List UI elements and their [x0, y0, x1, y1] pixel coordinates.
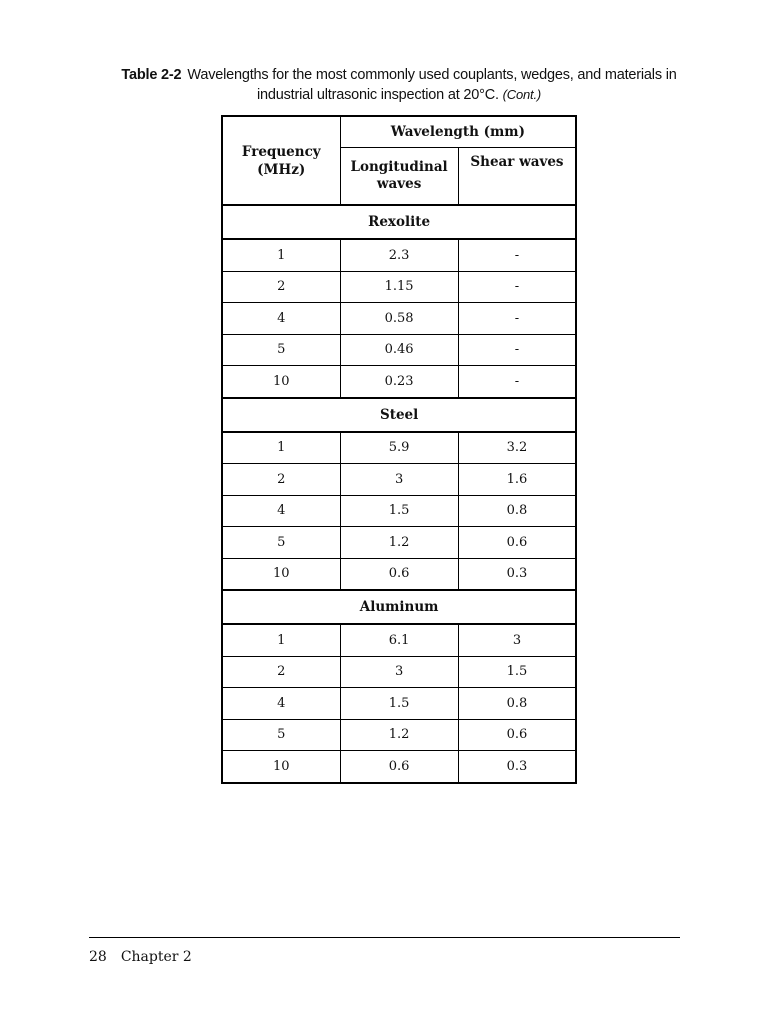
- cell-longitudinal: 1.5: [340, 688, 458, 720]
- caption-text-1: Wavelengths for the most commonly used couplants, wedges, and materials in: [187, 67, 677, 83]
- cell-longitudinal: 0.23: [340, 366, 458, 398]
- cell-longitudinal: 6.1: [340, 624, 458, 656]
- cell-longitudinal: 3: [340, 464, 458, 496]
- page-number: 28: [89, 949, 107, 965]
- table-row: [222, 624, 576, 656]
- cell-shear: 0.8: [458, 688, 576, 720]
- header-frequency: Frequency (MHz): [222, 116, 340, 205]
- section-title: Steel: [222, 398, 576, 432]
- cell-shear: 0.3: [458, 751, 576, 783]
- cell-shear: 1.6: [458, 464, 576, 496]
- cell-longitudinal: 1.5: [340, 495, 458, 527]
- cell-frequency: 4: [222, 495, 340, 527]
- cell-longitudinal: 1.2: [340, 527, 458, 559]
- table-row: [222, 558, 576, 590]
- cell-shear: 0.6: [458, 527, 576, 559]
- header-wavelength: Wavelength (mm): [340, 116, 576, 148]
- cell-frequency: 1: [222, 624, 340, 656]
- table-row: [222, 464, 576, 496]
- caption-text-2: industrial ultrasonic inspection at 20°C.: [257, 87, 499, 103]
- cell-frequency: 2: [222, 656, 340, 688]
- table-row: [222, 303, 576, 335]
- footer-rule: [89, 937, 680, 938]
- table-row: [222, 334, 576, 366]
- caption-line-1: [100, 66, 698, 85]
- cell-frequency: 10: [222, 558, 340, 590]
- cell-longitudinal: 1.15: [340, 271, 458, 303]
- cell-longitudinal: 2.3: [340, 239, 458, 271]
- wavelength-table: [221, 115, 577, 784]
- cell-frequency: 5: [222, 334, 340, 366]
- cell-longitudinal: 0.6: [340, 558, 458, 590]
- cell-frequency: 10: [222, 751, 340, 783]
- cell-longitudinal: 0.6: [340, 751, 458, 783]
- chapter-label: Chapter 2: [120, 949, 192, 965]
- table-row: [222, 495, 576, 527]
- caption-cont: (Cont.): [502, 87, 541, 102]
- cell-frequency: 1: [222, 239, 340, 271]
- table-body: [222, 205, 576, 783]
- cell-frequency: 10: [222, 366, 340, 398]
- table-row: [222, 432, 576, 464]
- table-row: [222, 239, 576, 271]
- caption-label: Table 2-2: [121, 67, 182, 83]
- cell-longitudinal: 3: [340, 656, 458, 688]
- caption-line-2: [100, 85, 698, 105]
- cell-frequency: 4: [222, 688, 340, 720]
- section-row: [222, 590, 576, 624]
- header-longitudinal: Longitudinal waves: [340, 148, 458, 206]
- cell-shear: 0.8: [458, 495, 576, 527]
- cell-shear: -: [458, 271, 576, 303]
- table-row: [222, 366, 576, 398]
- section-title: Rexolite: [222, 205, 576, 239]
- table-row: [222, 688, 576, 720]
- cell-longitudinal: 0.46: [340, 334, 458, 366]
- cell-frequency: 2: [222, 464, 340, 496]
- table-row: [222, 527, 576, 559]
- cell-shear: 0.3: [458, 558, 576, 590]
- section-title: Aluminum: [222, 590, 576, 624]
- cell-shear: 1.5: [458, 656, 576, 688]
- cell-shear: -: [458, 366, 576, 398]
- cell-shear: -: [458, 303, 576, 335]
- cell-longitudinal: 5.9: [340, 432, 458, 464]
- page-footer: [89, 949, 192, 965]
- cell-shear: 3: [458, 624, 576, 656]
- cell-frequency: 5: [222, 527, 340, 559]
- cell-frequency: 1: [222, 432, 340, 464]
- cell-longitudinal: 0.58: [340, 303, 458, 335]
- header-shear: Shear waves: [458, 148, 576, 206]
- table-row: [222, 719, 576, 751]
- cell-frequency: 2: [222, 271, 340, 303]
- cell-frequency: 4: [222, 303, 340, 335]
- cell-longitudinal: 1.2: [340, 719, 458, 751]
- cell-shear: -: [458, 239, 576, 271]
- cell-shear: -: [458, 334, 576, 366]
- table-row: [222, 656, 576, 688]
- cell-shear: 0.6: [458, 719, 576, 751]
- table-row: [222, 271, 576, 303]
- cell-frequency: 5: [222, 719, 340, 751]
- section-row: [222, 205, 576, 239]
- table-row: [222, 751, 576, 783]
- cell-shear: 3.2: [458, 432, 576, 464]
- table-caption: [100, 66, 698, 105]
- section-row: [222, 398, 576, 432]
